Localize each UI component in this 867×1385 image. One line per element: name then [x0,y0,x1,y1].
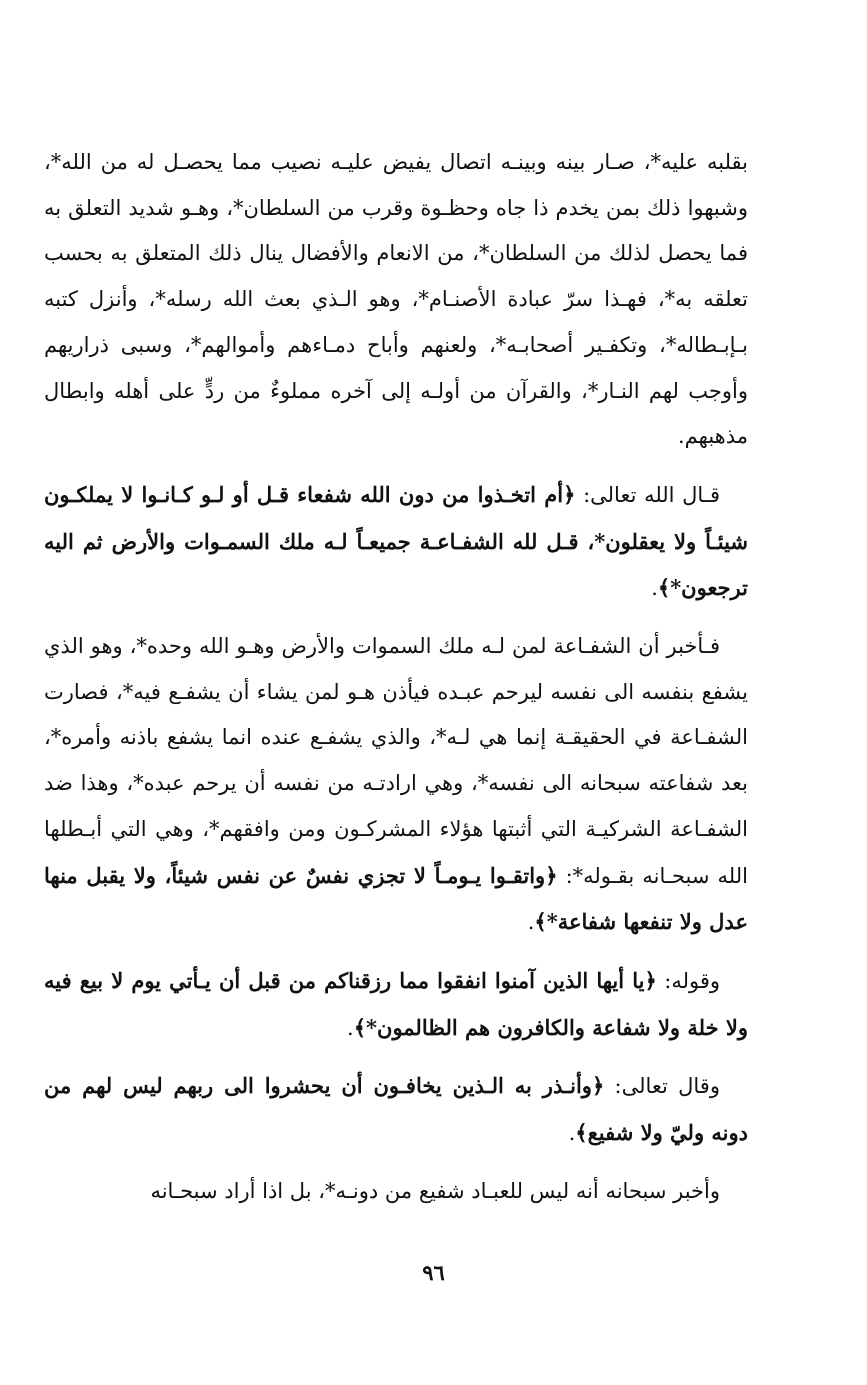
paragraph-2-outro: . [651,576,658,601]
page-number: ٩٦ [422,1260,445,1285]
paragraph-5-intro: وقال تعالى: [604,1074,720,1099]
paragraph-5-outro: . [568,1121,576,1146]
paragraph-4 [44,958,748,1051]
paragraph-3-outro: . [527,910,535,935]
paragraph-4-intro: وقوله: [656,968,721,993]
paragraph-4-outro: . [347,1015,354,1040]
paragraph-5 [44,1063,748,1156]
paragraph-2-intro: قـال الله تعالى: [575,482,721,507]
body-text [44,140,748,1214]
paragraph-2-quran-quote: ﴿أم اتخـذوا من دون الله شفعاء قـل أو لـو كـانـوا لا يملكـون شيئـاً ولا يعقلون*، قـل لله الشفـاعـة جميعـاً لـه ملك السمـوات والأرض ثم اليه ترجعون*﴾ [44,481,748,601]
paragraph-3 [44,624,748,946]
paragraph-5-quran-quote: ﴿وأنـذر به الـذين يخافـون أن يحشروا الى ربهم ليس لهم من دونه وليّ ولا شفيع﴾ [44,1073,748,1146]
paragraph-1-text: بقلبه عليه*، صـار بينه وبينـه اتصال يفيض عليـه نصيب مما يحصـل له من الله*، وشبهوا ذلك بمن يخدم ذا جاه وحظـوة وقرب من السلطان*، وهـو شديد التعلق به فما يحصل لذلك من السلطان*، من الانعام والأفضال ينال ذلك المتعلق به بحسب تعلقه به*، فهـذا سرّ عبادة الأصنـام*، وهو الـذي بعث الله رسله*، وأنزل كتبه بـإبـطاله*، وتكفـير أصحابـه*، ولعنهم وأباح دمـاءهم وأموالهم*، وسبى ذراريهم وأوجب لهم النـار*، والقرآن من أولـه إلى آخره مملوءٌ من ردٍّ على أهله وابطال مذهبهم. [44,150,748,449]
paragraph-4-quran-quote: ﴿يا أيها الذين آمنوا انفقوا مما رزقناكم من قبل أن يـأتي يوم لا بيع فيه ولا خلة ولا شفاعة والكافرون هم الظالمون*﴾ [44,967,748,1040]
paragraph-3-intro: فـأخبر أن الشفـاعة لمن لـه ملك السموات والأرض وهـو الله وحده*، وهو الذي يشفع بنفسه الى نفسه ليرحم عبـده فيأذن هـو لمن يشاء أن يشفـع فيه*، فصارت الشفـاعة في الحقيقـة إنما هي لـه*، والذي يشفـع عنده انما يشفع باذنه وأمره*، بعد شفاعته سبحانه الى نفسه*، وهي ارادتـه من نفسه أن يرحم عبده*، وهذا ضد الشفـاعة الشركيـة التي أثبتها هؤلاء المشركـون ومن وافقهم*، وهي التي أبـطلها الله سبحـانه بقـوله*: [44,634,748,888]
paragraph-3-quran-quote: ﴿واتقـوا يـومـاً لا تجزي نفسٌ عن نفس شيئاً، ولا يقبل منها عدل ولا تنفعها شفاعة*﴾ [44,862,748,935]
paragraph-2 [44,472,748,612]
paragraph-1 [44,140,748,460]
paragraph-6 [44,1169,748,1215]
paragraph-6-text: وأخبر سبحانه أنه ليس للعبـاد شفيع من دونـه*، بل اذا أراد سبحـانه [150,1178,720,1203]
